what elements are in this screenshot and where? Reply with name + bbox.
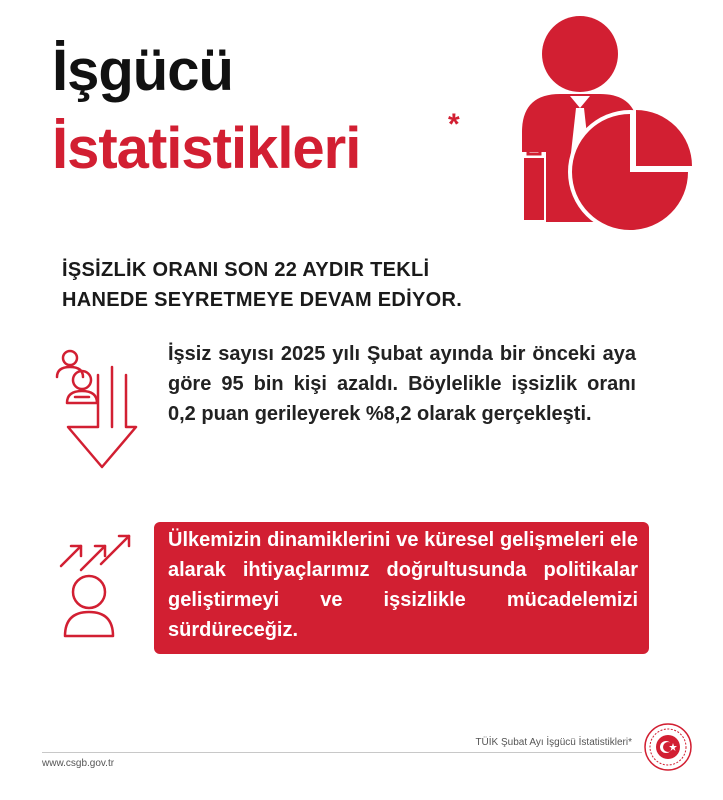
commitment-paragraph: Ülkemizin dinamiklerini ve küresel gelişmeleri ele alarak ihtiyaçlarımız doğrultusunda politikalar geliştirmeyi ve işsizlikle mücadelemizi sürdüreceğiz. — [168, 529, 638, 641]
website-link[interactable]: www.csgb.gov.tr — [42, 758, 115, 769]
footer-divider — [42, 752, 642, 753]
headline: İŞSİZLİK ORANI SON 22 AYDIR TEKLİ HANEDE SEYRETMEYE DEVAM EDİYOR. — [62, 259, 463, 311]
ministry-seal-icon — [643, 722, 693, 772]
worker-pie-chart-icon — [500, 12, 700, 232]
people-down-arrow-icon — [50, 345, 140, 475]
title-line-1: İşgücü — [52, 38, 233, 103]
title-asterisk: * — [448, 108, 460, 141]
title-line-2: İstatistikleri — [52, 116, 361, 181]
unemployment-paragraph: İşsiz sayısı 2025 yılı Şubat ayında bir önceki aya göre 95 bin kişi azaldı. Böylelikle işsizlik oranı 0,2 puan gerileyerek %8,2 olarak gerçekleşti. — [168, 343, 636, 425]
source-note: TÜİK Şubat Ayı İşgücü İstatistikleri* — [475, 737, 632, 748]
person-up-arrows-icon — [55, 528, 145, 643]
